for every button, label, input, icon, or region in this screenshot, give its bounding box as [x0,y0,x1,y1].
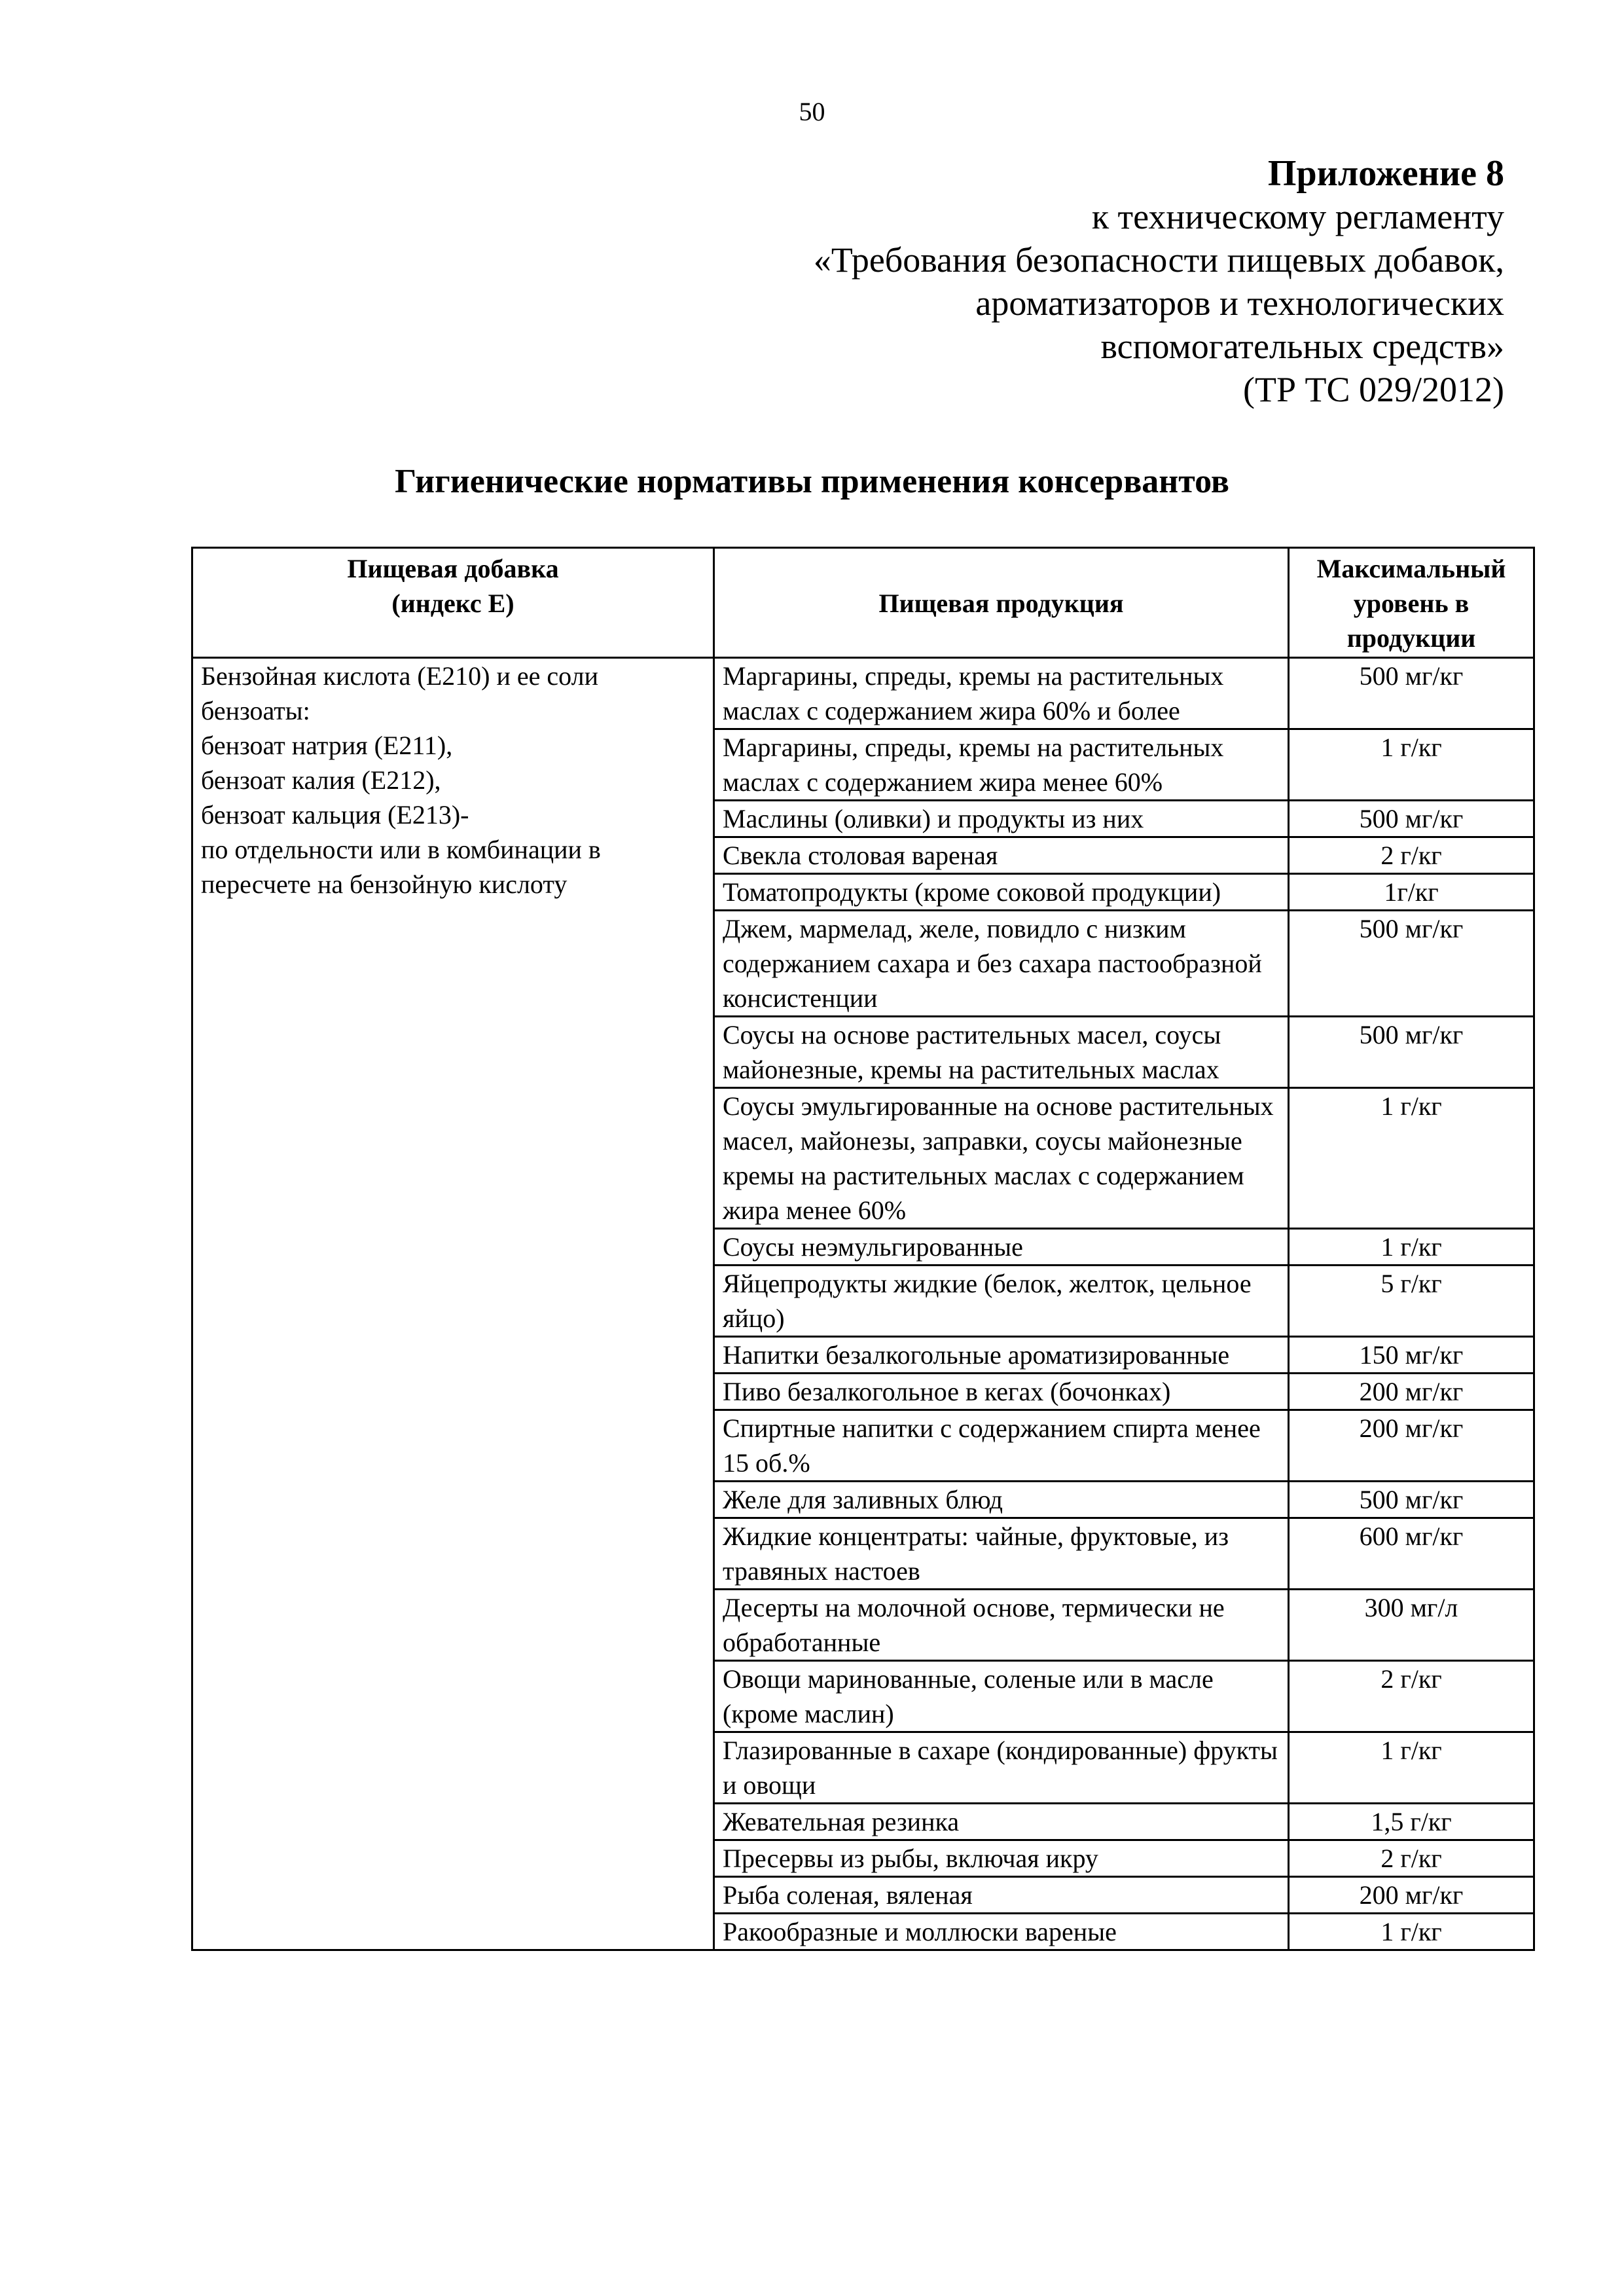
appendix-title: Приложение 8 [1267,153,1504,194]
product-cell: Десерты на молочной основе, термически не обработанные [714,1590,1289,1661]
product-cell: Глазированные в сахаре (кондированные) фрукты и овощи [714,1732,1289,1804]
product-cell: Свекла столовая вареная [714,837,1289,874]
product-cell: Пресервы из рыбы, включая икру [714,1840,1289,1877]
level-cell: 500 мг/кг [1289,1482,1534,1518]
level-cell: 2 г/кг [1289,1840,1534,1877]
table-header-row [192,548,1534,658]
page-number: 50 [799,97,825,126]
header-additive: Пищевая добавка (индекс Е) [192,548,714,658]
appendix-line: вспомогательных средств» [1100,327,1504,366]
product-cell: Рыба соленая, вяленая [714,1877,1289,1914]
table-body [192,658,1534,1950]
level-cell: 1 г/кг [1289,1914,1534,1950]
level-cell: 600 мг/кг [1289,1518,1534,1590]
level-cell: 2 г/кг [1289,837,1534,874]
document-title: Гигиенические нормативы применения консервантов [395,463,1229,500]
level-cell: 1 г/кг [1289,1229,1534,1266]
appendix-line: ароматизаторов и технологических [975,283,1504,323]
product-cell: Пиво безалкогольное в кегах (бочонках) [714,1374,1289,1410]
appendix-line: «Требования безопасности пищевых добавок, [813,240,1504,280]
product-cell: Маргарины, спреды, кремы на растительных маслах с содержанием жира менее 60% [714,729,1289,801]
header-level: Максимальный уровень в продукции [1289,548,1534,658]
product-cell: Напитки безалкогольные ароматизированные [714,1337,1289,1374]
product-cell: Соусы неэмульгированные [714,1229,1289,1266]
product-cell: Овощи маринованные, соленые или в масле (кроме маслин) [714,1661,1289,1732]
level-cell: 5 г/кг [1289,1266,1534,1337]
preservatives-table [191,547,1535,1951]
level-cell: 500 мг/кг [1289,911,1534,1017]
header-product: Пищевая продукция [714,548,1289,658]
level-cell: 1 г/кг [1289,1088,1534,1229]
product-cell: Маслины (оливки) и продукты из них [714,801,1289,837]
product-cell: Маргарины, спреды, кремы на растительных маслах с содержанием жира 60% и более [714,658,1289,729]
product-cell: Ракообразные и моллюски вареные [714,1914,1289,1950]
level-cell: 2 г/кг [1289,1661,1534,1732]
product-cell: Жевательная резинка [714,1804,1289,1840]
level-cell: 200 мг/кг [1289,1877,1534,1914]
product-cell: Жидкие концентраты: чайные, фруктовые, из травяных настоев [714,1518,1289,1590]
product-cell: Соусы эмульгированные на основе растительных масел, майонезы, заправки, соусы майонезные кремы на растительных маслах с содержанием жира менее 60% [714,1088,1289,1229]
product-cell: Яйцепродукты жидкие (белок, желток, цельное яйцо) [714,1266,1289,1337]
level-cell: 150 мг/кг [1289,1337,1534,1374]
level-cell: 200 мг/кг [1289,1410,1534,1482]
appendix-line: к техническому регламенту [1091,197,1504,236]
table-row [192,658,1534,729]
product-cell: Соусы на основе растительных масел, соусы майонезные, кремы на растительных маслах [714,1017,1289,1088]
level-cell: 1,5 г/кг [1289,1804,1534,1840]
product-cell: Томатопродукты (кроме соковой продукции) [714,874,1289,911]
level-cell: 1г/кг [1289,874,1534,911]
additive-cell: Бензойная кислота (Е210) и ее соли бензоаты: бензоат натрия (Е211), бензоат калия (Е212), бензоат кальция (Е213)- по отдельности или в комбинации в пересчете на бензойную кислоту [192,658,714,1950]
product-cell: Джем, мармелад, желе, повидло с низким содержанием сахара и без сахара пастообразной консистенции [714,911,1289,1017]
appendix-line: (ТР ТС 029/2012) [1243,370,1504,409]
level-cell: 1 г/кг [1289,729,1534,801]
level-cell: 500 мг/кг [1289,658,1534,729]
appendix-header [457,152,1504,411]
level-cell: 500 мг/кг [1289,801,1534,837]
level-cell: 500 мг/кг [1289,1017,1534,1088]
product-cell: Желе для заливных блюд [714,1482,1289,1518]
product-cell: Спиртные напитки с содержанием спирта менее 15 об.% [714,1410,1289,1482]
level-cell: 1 г/кг [1289,1732,1534,1804]
level-cell: 300 мг/л [1289,1590,1534,1661]
level-cell: 200 мг/кг [1289,1374,1534,1410]
